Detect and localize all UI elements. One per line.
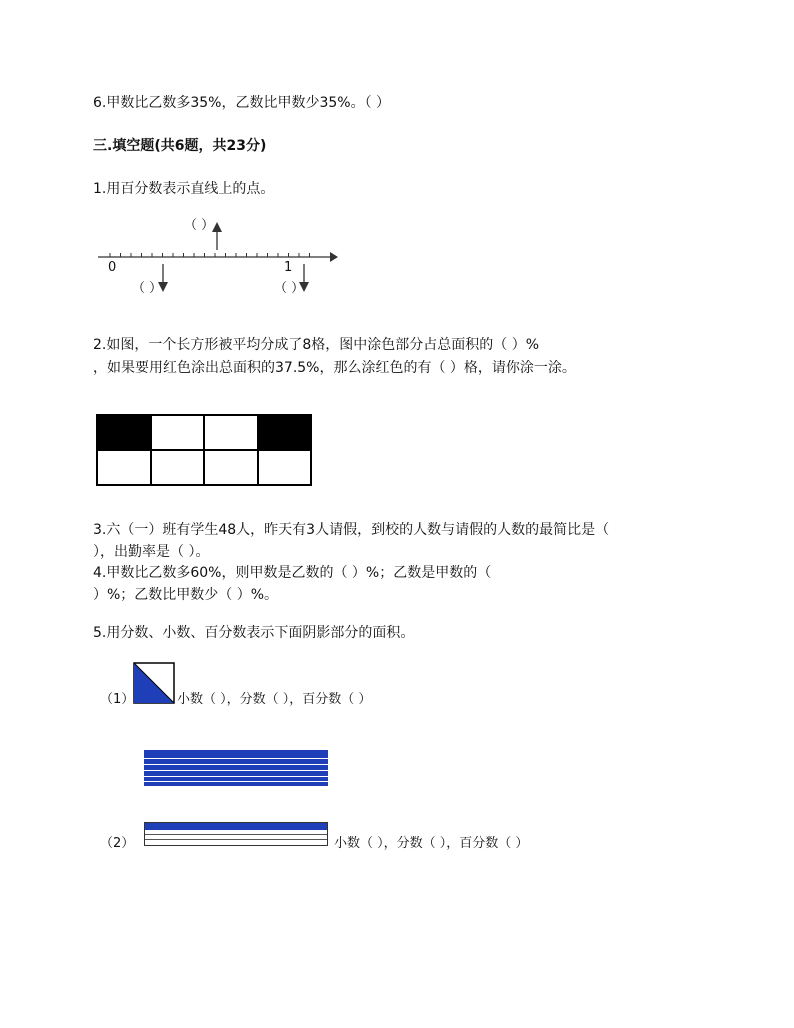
bar-stripe — [144, 770, 328, 771]
grid-cell-shaded — [98, 416, 152, 451]
partly-shaded-bar — [144, 822, 328, 846]
blank-left: （ ） — [132, 281, 163, 296]
question-1: 1.用百分数表示直线上的点。 — [93, 181, 275, 197]
half-shaded-square — [133, 662, 175, 704]
grid-cell — [205, 451, 259, 486]
item-1-answers: 小数（ ），分数（ ），百分数（ ） — [177, 692, 372, 707]
blank-top: （ ） — [184, 218, 215, 233]
section-3-title: 三.填空题(共6题，共23分) — [93, 138, 267, 154]
grid-cell — [152, 451, 206, 486]
partly-shaded-bar-line — [145, 834, 327, 835]
item-2-answers: 小数（ ），分数（ ），百分数（ ） — [334, 836, 529, 851]
bar-stripe — [144, 758, 328, 759]
number-line-arrowhead — [330, 252, 338, 262]
bar-stripe — [144, 781, 328, 782]
grid-cell — [152, 416, 206, 451]
partly-shaded-bar-line — [145, 839, 327, 840]
number-line-figure — [90, 210, 350, 305]
question-4-line-2: ）%；乙数比甲数少（ ）%。 — [93, 587, 279, 603]
question-6: 6.甲数比乙数多35%，乙数比甲数少35%。（ ） — [93, 95, 391, 111]
item-2-label: （2） — [100, 836, 135, 851]
question-3-line-2: ），出勤率是（ ）。 — [93, 544, 210, 560]
grid-cell — [259, 451, 313, 486]
number-line-label-one: 1 — [284, 260, 293, 275]
bar-stripe — [144, 776, 328, 777]
grid-cell — [205, 416, 259, 451]
rectangle-grid — [96, 414, 312, 486]
question-2-line-1: 2.如图，一个长方形被平均分成了8格，图中涂色部分占总面积的（ ）% — [93, 337, 540, 353]
bar-stripe — [144, 764, 328, 765]
number-line-label-zero: 0 — [108, 260, 117, 275]
blank-right: （ ） — [274, 281, 305, 296]
grid-cell-shaded — [259, 416, 313, 451]
question-3-line-1: 3.六（一）班有学生48人，昨天有3人请假，到校的人数与请假的人数的最简比是（ — [93, 522, 610, 538]
question-2-line-2: ，如果要用红色涂出总面积的37.5%，那么涂红色的有（ ）格，请你涂一涂。 — [93, 360, 576, 376]
question-5: 5.用分数、小数、百分数表示下面阴影部分的面积。 — [93, 625, 415, 641]
question-4-line-1: 4.甲数比乙数多60%，则甲数是乙数的（ ）%；乙数是甲数的（ — [93, 565, 492, 581]
partly-shaded-bar-fill — [145, 823, 327, 830]
item-1-label: （1） — [100, 692, 135, 707]
fully-shaded-bar — [144, 750, 328, 786]
grid-cell — [98, 451, 152, 486]
